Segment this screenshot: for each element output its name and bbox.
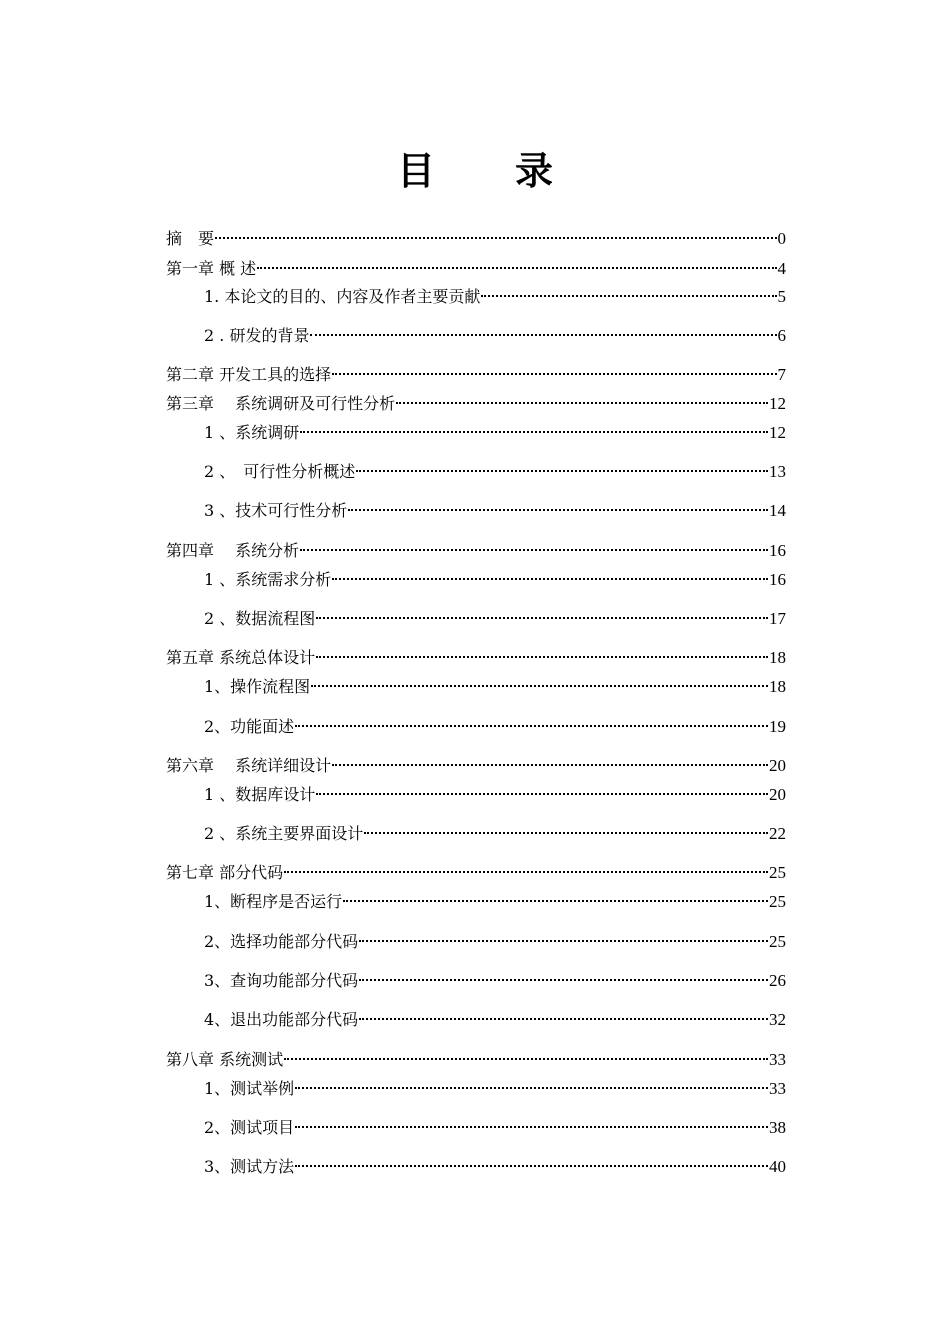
- toc-dot-leader: [284, 854, 768, 878]
- toc-dot-leader: [295, 1070, 768, 1094]
- toc-dot-leader: [356, 453, 768, 477]
- toc-entry-title: 3、测试方法: [204, 1157, 295, 1176]
- toc-entry-title: 第七章 部分代码: [166, 863, 284, 882]
- toc-dot-leader: [343, 883, 768, 907]
- toc-dot-leader: [359, 923, 768, 947]
- toc-entry-page-number: 13: [769, 462, 786, 481]
- toc-entry-page-number: 25: [769, 863, 786, 882]
- toc-entry: [166, 747, 786, 775]
- toc-entry-title: 1 、数据库设计: [204, 785, 316, 804]
- toc-dot-leader: [316, 639, 768, 663]
- toc-entry-page-number: 19: [769, 717, 786, 736]
- toc-dot-leader: [295, 708, 768, 732]
- toc-entry-title: 第四章 系统分析: [166, 541, 300, 560]
- toc-entry-title: 2 、 可行性分析概述: [204, 462, 356, 481]
- toc-entry-page-number: 25: [769, 932, 786, 951]
- toc-entry-page-number: 16: [769, 541, 786, 560]
- toc-entry-title: 1、测试举例: [204, 1079, 295, 1098]
- toc-dot-leader: [295, 1109, 768, 1133]
- toc-entry: [204, 883, 786, 911]
- toc-entry-page-number: 38: [769, 1118, 786, 1137]
- toc-dot-leader: [300, 414, 768, 438]
- toc-entry-title: 第三章 系统调研及可行性分析: [166, 394, 396, 413]
- toc-dot-leader: [364, 815, 768, 839]
- toc-entry: [204, 1148, 786, 1176]
- toc-entry: [204, 561, 786, 589]
- toc-dot-leader: [284, 1041, 768, 1065]
- toc-entry: [204, 414, 786, 442]
- page-title: [0, 140, 950, 195]
- toc-entry-page-number: 5: [777, 287, 786, 306]
- toc-entry-page-number: 40: [769, 1157, 786, 1176]
- toc-entry-page-number: 20: [769, 785, 786, 804]
- toc-entry: [204, 453, 786, 481]
- toc-entry-title: 第一章 概 述: [166, 259, 257, 278]
- toc-entry-title: 第八章 系统测试: [166, 1050, 284, 1069]
- toc-entry-title: 1、操作流程图: [204, 677, 311, 696]
- toc-dot-leader: [332, 356, 776, 380]
- toc-entry-title: 3 、技术可行性分析: [204, 501, 348, 520]
- toc-dot-leader: [316, 776, 768, 800]
- toc-entry: [204, 278, 786, 306]
- toc-entry: [204, 962, 786, 990]
- toc-dot-leader: [257, 250, 776, 274]
- toc-entry: [166, 639, 786, 667]
- toc-entry-title: 第二章 开发工具的选择: [166, 365, 332, 384]
- toc-entry: [166, 356, 786, 384]
- toc-entry-title: 1 、系统需求分析: [204, 570, 332, 589]
- toc-entry: [204, 1001, 786, 1029]
- toc-entry-title: 1 、系统调研: [204, 423, 300, 442]
- toc-entry-title: 3、查询功能部分代码: [204, 971, 359, 990]
- toc-dot-leader: [348, 492, 768, 516]
- toc-dot-leader: [300, 532, 768, 556]
- title-char-1: 目: [396, 149, 435, 193]
- toc-entry-title: 2、功能面述: [204, 717, 295, 736]
- toc-dot-leader: [311, 668, 768, 692]
- toc-entry: [204, 1109, 786, 1137]
- toc-entry-title: 2 、系统主要界面设计: [204, 824, 364, 843]
- toc-dot-leader: [215, 220, 776, 244]
- toc-entry: [204, 492, 786, 520]
- toc-entry-title: 1、断程序是否运行: [204, 892, 343, 911]
- toc-entry: [166, 532, 786, 560]
- toc-entry: [166, 1041, 786, 1069]
- toc-entry-page-number: 14: [769, 501, 786, 520]
- toc-dot-leader: [295, 1148, 768, 1172]
- toc-entry-page-number: 20: [769, 756, 786, 775]
- toc-entry-title: 2 . 研发的背景: [204, 326, 310, 345]
- toc-entry: [204, 776, 786, 804]
- toc-dot-leader: [359, 962, 768, 986]
- toc-dot-leader: [481, 278, 776, 302]
- toc-entry: [166, 220, 786, 248]
- toc-entry: [166, 385, 786, 413]
- toc-entry-title: 4、退出功能部分代码: [204, 1010, 359, 1029]
- toc-entry-title: 2 、数据流程图: [204, 609, 316, 628]
- toc-entry-page-number: 33: [769, 1079, 786, 1098]
- toc-dot-leader: [332, 747, 768, 771]
- toc-entry-title: 摘 要: [166, 229, 215, 248]
- toc-dot-leader: [332, 561, 768, 585]
- toc-entry-page-number: 18: [769, 648, 786, 667]
- toc-entry-page-number: 0: [777, 229, 786, 248]
- toc-entry-page-number: 16: [769, 570, 786, 589]
- toc-entry-page-number: 32: [769, 1010, 786, 1029]
- toc-entry-page-number: 25: [769, 892, 786, 911]
- toc-entry-title: 2、选择功能部分代码: [204, 932, 359, 951]
- toc-entry-title: 第六章 系统详细设计: [166, 756, 332, 775]
- toc-entry: [204, 708, 786, 736]
- toc-entry-page-number: 6: [777, 326, 786, 345]
- toc-entry-page-number: 12: [769, 423, 786, 442]
- toc-dot-leader: [396, 385, 768, 409]
- toc-entry-page-number: 18: [769, 677, 786, 696]
- toc-entry: [204, 317, 786, 345]
- toc-entry-title: 第五章 系统总体设计: [166, 648, 316, 667]
- toc-entry-page-number: 22: [769, 824, 786, 843]
- toc-entry-page-number: 7: [777, 365, 786, 384]
- toc-entry-page-number: 33: [769, 1050, 786, 1069]
- toc-entry: [204, 923, 786, 951]
- toc-dot-leader: [310, 317, 776, 341]
- toc-entry: [166, 250, 786, 278]
- toc-dot-leader: [316, 600, 768, 624]
- toc-entry-page-number: 26: [769, 971, 786, 990]
- title-char-2: 录: [515, 149, 554, 193]
- toc-entry: [204, 668, 786, 696]
- toc-entry-title: 2、测试项目: [204, 1118, 295, 1137]
- toc-entry: [204, 600, 786, 628]
- toc-entry-page-number: 12: [769, 394, 786, 413]
- toc-entry-page-number: 17: [769, 609, 786, 628]
- toc-entry-page-number: 4: [777, 259, 786, 278]
- toc-entry-title: 1. 本论文的目的、内容及作者主要贡献: [204, 287, 481, 306]
- toc-dot-leader: [359, 1001, 768, 1025]
- toc-entry: [166, 854, 786, 882]
- toc-entry: [204, 815, 786, 843]
- toc-entry: [204, 1070, 786, 1098]
